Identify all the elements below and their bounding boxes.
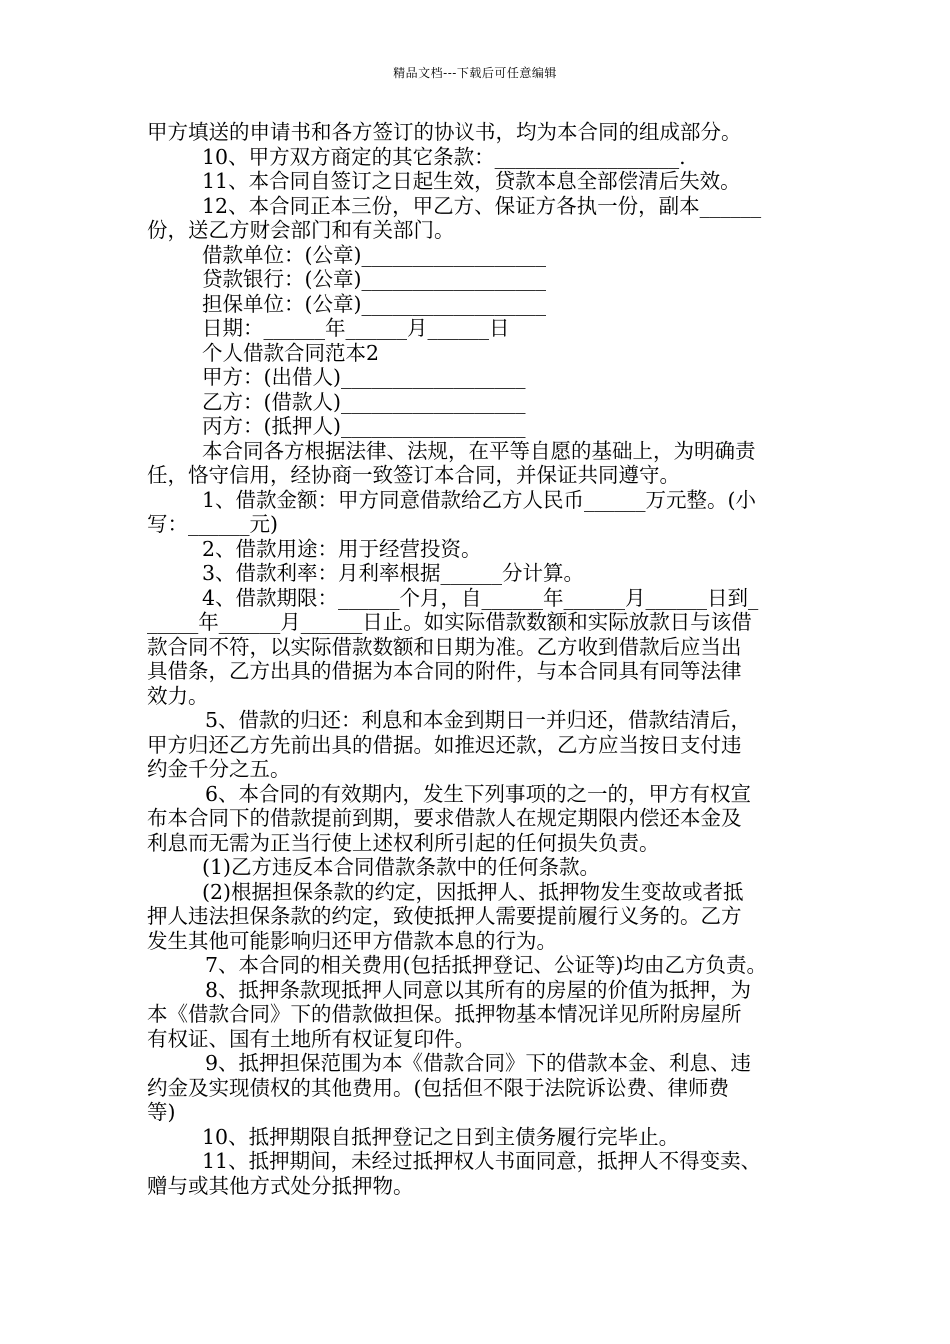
text-line: 乙方：(借款人)__________________ — [202, 389, 526, 414]
text-line: 发生其他可能影响归还甲方借款本息的行为。 — [147, 928, 557, 953]
text-line: 具借条，乙方出具的借据为本合同的附件，与本合同具有同等法律 — [147, 659, 742, 683]
text-line: 布本合同下的借款提前到期，要求借款人在规定期限内偿还本金及 — [147, 806, 742, 830]
text-line: 甲方填送的申请书和各方签订的协议书，均为本合同的组成部分。 — [147, 120, 742, 144]
text-line: 写：______元) — [147, 512, 278, 536]
text-line: 利息而无需为正当行使上述权利所引起的任何损失负责。 — [147, 830, 660, 855]
text-line: 个人借款合同范本2 — [202, 340, 380, 365]
text-line: 5、借款的归还：利息和本金到期日一并归还，借款结清后， — [205, 708, 752, 732]
text-line: 任，恪守信用，经协商一致签订本合同，并保证共同遵守。 — [147, 463, 680, 487]
text-line: 贷款银行：(公章)__________________ — [202, 267, 546, 291]
text-line: 等) — [147, 1100, 176, 1124]
text-line: 约金及实现债权的其他费用。(包括但不限于法院诉讼费、律师费 — [147, 1075, 729, 1100]
text-line: _____年______月______日止。如实际借款数额和实际放款日与该借 — [147, 610, 752, 634]
text-line: 2、借款用途：用于经营投资。 — [202, 536, 482, 561]
text-line: 12、本合同正本三份，甲乙方、保证方各执一份，副本______ — [202, 193, 762, 218]
text-line: 份，送乙方财会部门和有关部门。 — [147, 218, 455, 242]
text-line: 丙方：(抵押人)__________________ — [202, 414, 526, 438]
text-line: 日期：______年______月______日 — [202, 316, 510, 340]
text-line: 押人违法担保条款的约定，致使抵押人需要提前履行义务的。乙方 — [147, 904, 742, 928]
text-line: 3、借款利率：月利率根据______分计算。 — [202, 561, 585, 585]
document-body — [147, 120, 807, 1198]
text-line: 担保单位：(公章)__________________ — [202, 291, 546, 316]
text-line: 效力。 — [147, 683, 209, 708]
text-line: 11、抵押期间，未经过抵押权人书面同意，抵押人不得变卖、 — [202, 1149, 762, 1173]
text-line: 6、本合同的有效期内，发生下列事项的之一的，甲方有权宣 — [205, 781, 752, 806]
text-line: 赠与或其他方式处分抵押物。 — [147, 1173, 414, 1198]
text-line: 10、抵押期限自抵押登记之日到主债务履行完毕止。 — [202, 1124, 680, 1149]
text-line: 1、借款金额：甲方同意借款给乙方人民币______万元整。(小 — [202, 487, 757, 512]
text-line: 本《借款合同》下的借款做担保。抵押物基本情况详见所附房屋所 — [147, 1002, 742, 1026]
text-line: 9、抵押担保范围为本《借款合同》下的借款本金、利息、违 — [205, 1051, 752, 1075]
text-line: (1)乙方违反本合同借款条款中的任何条款。 — [202, 855, 601, 879]
text-line: 8、抵押条款现抵押人同意以其所有的房屋的价值为抵押，为 — [205, 977, 752, 1002]
text-line: 10、甲方双方商定的其它条款：__________________. — [202, 144, 686, 169]
text-line: 有权证、国有土地所有权证复印件。 — [147, 1026, 475, 1051]
text-line: 借款单位：(公章)__________________ — [202, 242, 546, 267]
text-line: 约金千分之五。 — [147, 757, 291, 781]
text-line: 4、借款期限：______个月，自______年______月______日到_ — [202, 585, 759, 610]
text-line: 7、本合同的相关费用(包括抵押登记、公证等)均由乙方负责。 — [205, 953, 768, 977]
text-line: 甲方：(出借人)__________________ — [202, 365, 526, 389]
text-line: (2)根据担保条款的约定，因抵押人、抵押物发生变故或者抵 — [202, 879, 744, 904]
text-line: 本合同各方根据法律、法规，在平等自愿的基础上，为明确责 — [202, 438, 756, 463]
text-line: 甲方归还乙方先前出具的借据。如推迟还款，乙方应当按日支付违 — [147, 732, 742, 757]
text-line: 款合同不符，以实际借款数额和日期为准。乙方收到借款后应当出 — [147, 634, 742, 659]
page-header: 精品文档---下载后可任意编辑 — [393, 66, 557, 80]
text-line: 11、本合同自签订之日起生效，贷款本息全部偿清后失效。 — [202, 169, 741, 193]
